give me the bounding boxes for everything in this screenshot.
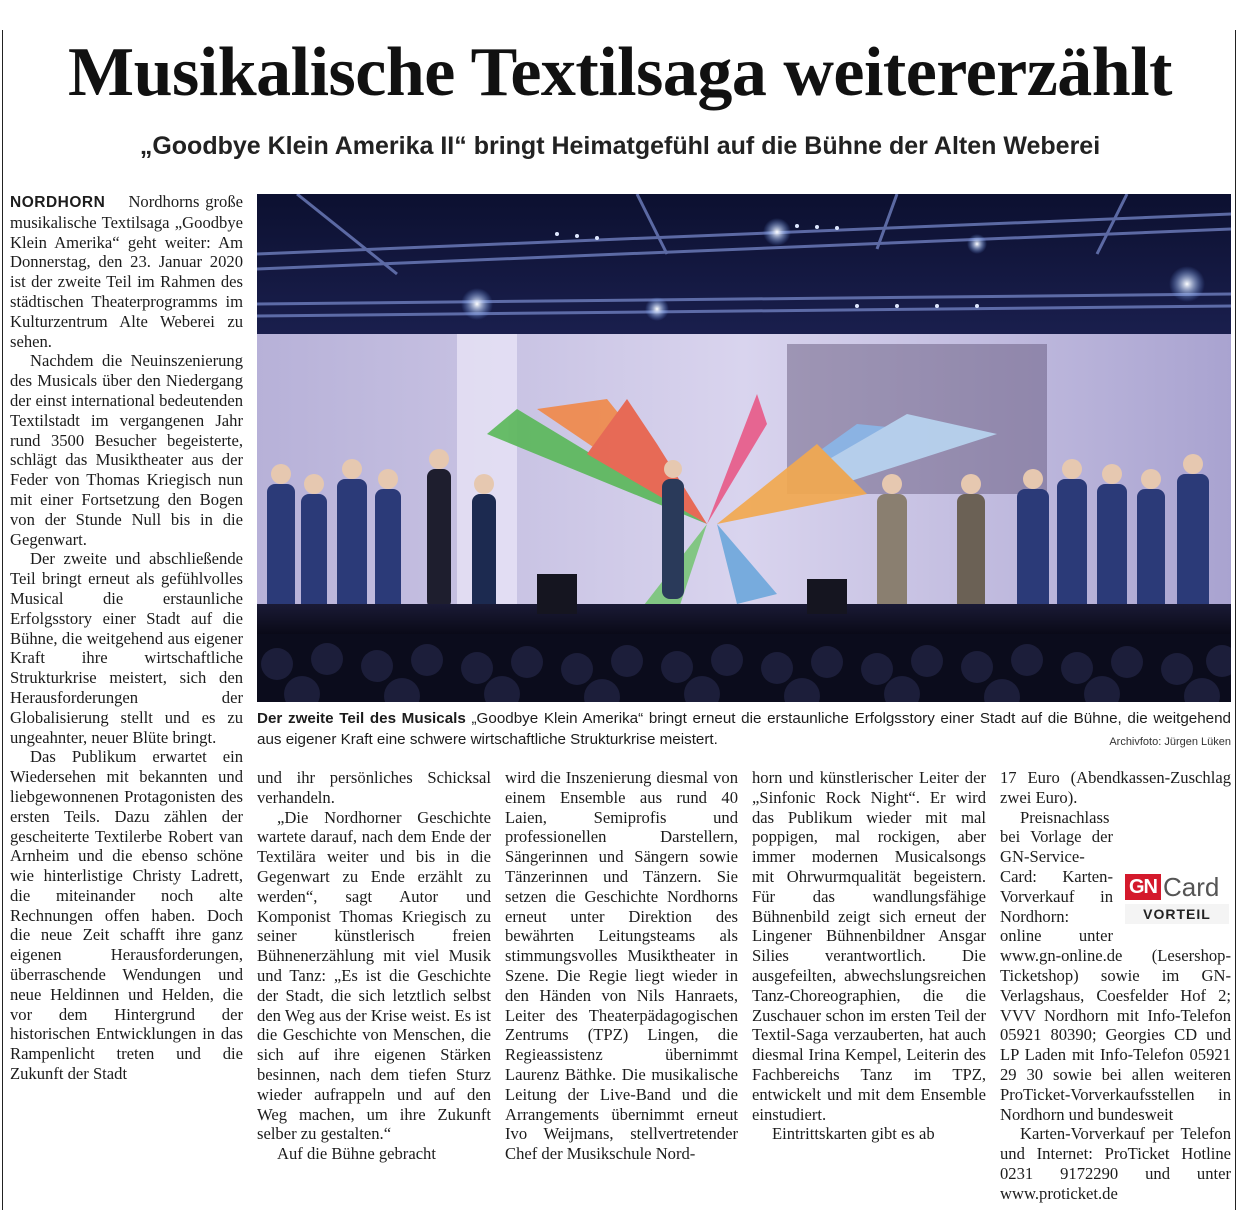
paragraph: Das Publikum erwartet ein Wiedersehen mit bekannten und liebgewonnenen Protagonisten des ersten Teils. Dazu zählen der gescheiterte Textilerbe Robert van Arnheim und die ebenso schöne wie hinterlistige Christy Ladrett, die miteinander noch alte Rechnungen offen haben. Doch die neue Zeit schafft ihre ganz eigenen Herausforderungen, überraschende Wendungen und neue Heldinnen und Helden, die vor dem Hintergrund der historischen Entwicklungen in das Rampenlicht treten und die Zukunft der Stadt <box>10 747 243 1084</box>
paragraph: Auf die Bühne gebracht <box>277 1144 436 1164</box>
paragraph <box>10 192 243 351</box>
photo-credit: Archivfoto: Jürgen Lüken <box>1109 736 1231 748</box>
paragraph: horn und künstlerischer Leiter der „Sinfonic Rock Night“. Er wird das Publikum wieder mit mal poppigen, mal rockigen, aber immer modernen Musicalsongs mit Ohrwurmqualität begeistern. Für das wandlungsfähige Bühnenbild zeigt sich erneut der Lingener Bühnenbildner Ansgar Silies verantwortlich. Die ausgefeilten, abwechslungsreichen Tanz-Choreographien, die die Zuschauer schon im ersten Teil der Textil-Saga verzauberten, hat auch diesmal Irina Kempel, Leiterin des Fachbereichs Tanz im TPZ, entwickelt und mit dem Ensemble einstudiert. <box>752 768 986 1124</box>
gn-badge: GN <box>1125 874 1161 900</box>
article-column-3 <box>505 768 738 1212</box>
gn-card-logo <box>1123 870 1231 926</box>
caption-text: „Goodbye Klein Amerika“ bringt erneut die erstaunliche Erfolgsstory einer Stadt auf die Bühne, die weitgehend aus eigener Kraft eine schwere wirtschaftliche Strukturkrise meistert. <box>257 710 1232 748</box>
paragraph: Eintrittskarten gibt es ab <box>772 1124 935 1144</box>
paragraph: und ihr persönliches Schicksal verhandeln. <box>257 768 491 807</box>
caption-lead: Der zweite Teil des Musicals <box>257 710 466 727</box>
article-column-4 <box>752 768 986 1212</box>
headline: Musikalische Textilsaga weitererzählt <box>68 34 1172 111</box>
paragraph: wird die Inszenierung diesmal von einem Ensemble aus rund 40 Laien, Semiprofis und professionellen Darstellern, Sängerinnen und Sängern sowie Tänzerinnen und Tänzern. Sie setzen die Geschichte Nordhorns erneut unter Direktion des bewährten Leitungsteams als stimmungsvolles Musiktheater in Szene. Die Regie liegt wieder in den Händen von Nils Hanraets, Leiter des Theaterpädagogischen Zentrums (TPZ) Lingen, die Regieassistenz übernimmt Laurenz Bäthke. Die musikalische Leitung der Live-Band und die Arrangements übernimmt erneut Ivo Weijmans, stellvertretender Chef der Musikschule Nord- <box>505 768 738 1164</box>
right-border-rule <box>1235 30 1236 1210</box>
paragraph: Karten-Vorverkauf per Telefon und Internet: ProTicket Hotline 0231 9172290 und unter www.proticket.de <box>1000 1124 1231 1203</box>
paragraph: Preisnachlass bei Vorlage der GN-Service-Card: Karten-Vorverkauf in Nordhorn: online unter www.gn-online.de (Lesershop-Ticketshop) sowie im GN-Verlagshaus, Coesfelder Hof 2; VVV Nordhorn mit Info-Telefon 05921 80390; Georgies CD und LP Laden mit Info-Telefon 05921 29 30 sowie bei allen weiteren ProTicket-Vorverkaufsstellen in Nordhorn und bundesweit <box>1000 807 1231 1124</box>
gn-card-word: Card <box>1163 871 1220 902</box>
article-column-5 <box>1000 768 1231 1212</box>
gn-vorteil-label: VORTEIL <box>1125 904 1229 924</box>
article-column-2 <box>257 768 491 1212</box>
left-border-rule <box>2 30 3 1210</box>
paragraph: Der zweite und abschließende Teil bringt erneut als gefühlvolles Musical die erstaunliche Erfolgsstory einer Stadt auf die Bühne, die weitgehend aus eigener Kraft ihre wirtschaftliche Strukturkrise meistert, sich den Herausforderungen der Globalisierung stellt und es zu ungeahnter, neuer Blüte bringt. <box>10 549 243 747</box>
stage-photo <box>257 194 1231 702</box>
article-column-1 <box>10 192 243 1212</box>
subheadline: „Goodbye Klein Amerika II“ bringt Heimatgefühl auf die Bühne der Alten Weberei <box>139 132 1101 160</box>
paragraph: „Die Nordhorner Geschichte wartete darauf, nach dem Ende der Textilära weiter und bis in die Gegenwart zu Ende erzählt zu werden“, sagt Autor und Komponist Thomas Kriegisch zu seiner künstlerisch freien Bühnenerzählung mit viel Musik und Tanz: „Es ist die Geschichte der Stadt, die sich letztlich selbst den Weg aus der Krise weist. Es ist die Geschichte von Menschen, die sich auf ihre eigenen Stärken besinnen, nach dem tiefen Sturz wieder aufrappeln und auf den Weg machen, um ihre Zukunft selber zu gestalten.“ <box>257 807 491 1144</box>
paragraph: Nachdem die Neuinszenierung des Musicals über den Niedergang der einst international bedeutenden Textilstadt im vergangenen Jahr rund 3500 Besucher begeisterte, schlägt das Musiktheater aus der Feder von Thomas Kriegisch nun mit einer Fortsetzung den Bogen von der Stunde Null bis in die Gegenwart. <box>10 351 243 549</box>
dateline: NORDHORN <box>10 194 106 211</box>
paragraph-text: Nordhorns große musikalische Textilsaga „Goodbye Klein Amerika“ geht weiter: Am Donnerstag, den 23. Januar 2020 ist der zweite Teil im Rahmen des städtischen Theaterprogramms im Kulturzentrum Alte Weberei zu sehen. <box>10 192 243 351</box>
paragraph: 17 Euro (Abendkassen-Zuschlag zwei Euro). <box>1000 768 1231 807</box>
